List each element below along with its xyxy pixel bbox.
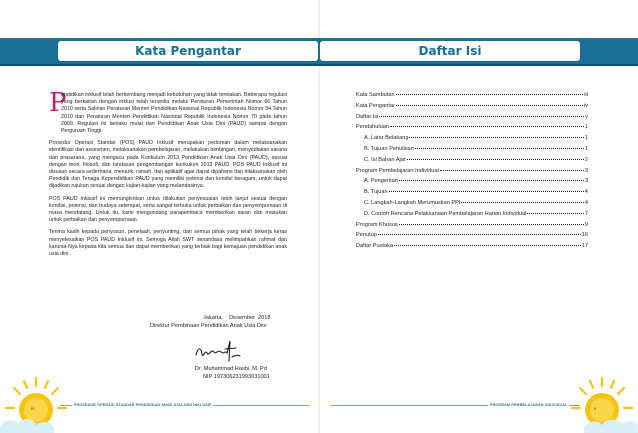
toc-page-number: 7: [584, 210, 588, 217]
toc-label: B. Tujuan Penulisan: [364, 145, 414, 152]
toc-leader-dots: [389, 191, 584, 192]
toc-row[interactable]: [356, 135, 588, 146]
header-band-shadow: [0, 64, 638, 66]
toc-row[interactable]: [356, 114, 588, 125]
toc-leader-dots: [394, 245, 581, 246]
toc-label: C. Langkah-Langkah Merumuskan PPI: [364, 199, 461, 206]
toc-label: B. Tujuan: [364, 189, 388, 196]
toc-row[interactable]: [356, 157, 588, 168]
toc-page-number: iv: [583, 102, 588, 109]
toc-leader-dots: [407, 159, 584, 160]
toc-page-number: 1: [584, 135, 588, 142]
handwritten-signature: [192, 335, 244, 365]
toc-label: A. Pengertian: [364, 178, 398, 185]
paragraph-2: Prosedur Operasi Standar (POS) PAUD Inklusif merupakan pedoman dalam melaksanakan identifikasi dan assesmen, melaksanakan pembelajaran, melakukan bimbingan, menyediakan sarana dan prasarana, yang mengacu pada Kurikulum 2013 Pendidikan Anak Usia Dini (PAUD), sesuai dengan teori, filosofi, dan landasan pengembangan kurikulum 2013 PAUD. POS PAUD Inklusif ini disusun secara sederhana, menarik, ramah, dan aplikatif agar dapat dipahami dan dilaksanakan oleh Pendidik dan Tenaga Kependidikan PAUD yang memiliki potensi dan kondisi beragam, untuk dapat dijadikan rujukan sesuai dengan kajian-kajian yang melandasinya.: [49, 140, 287, 190]
toc-row[interactable]: [356, 178, 588, 189]
signature-office: Direktur Pembinaan Pendidikan Anak Usia Dini: [150, 323, 267, 329]
toc-leader-dots: [390, 126, 584, 127]
toc-row[interactable]: [356, 103, 588, 114]
toc-page-number: 17: [581, 243, 588, 250]
toc-page-number: 1: [584, 145, 588, 152]
toc-page-number: 9: [584, 221, 588, 228]
page-number-right: v: [594, 406, 597, 411]
page-number-left: iv: [31, 406, 35, 411]
toc-label: Daftar Pustaka: [356, 243, 393, 250]
paragraph-1: endidikan inklusif telah berkembang menjadi kebutuhan yang tidak terelakan. Beberapa regulasi yang berkaitan dengan inklusi telah tersedia melalui Peraturan Pemerintah Nomor 66 Tahun 2010 serta Salinan Peraturan Menteri Pendidikan Nasional Republik Indonesia Nomor 34 Tahun 2010 dan Peraturan Menteri Pendidikan Nasional Republik Indonesia Nomor 70 pada tahun 2009. Regulasi ini berlaku mulai dari Pendidikan Anak Usia Dini (PAUD) sampai dengan Perguruan Tinggi.: [61, 92, 287, 135]
paragraph-3: POS PAUD Inklusif ini memungkinkan untuk dilakukan penyesuaian lebih lanjut sesuai dengan kondisi, potensi, dan budaya setempat, serta sangat terbuka untuk perbaikan dan penyempurnaan di masa mendatang. Untuk itu, kami mengundang parapembaca memberikan saran dan masukan untuk perbaikan dan penyempurnaan.: [49, 195, 287, 224]
toc-row[interactable]: [356, 211, 588, 222]
toc-label: C. Isi Bahan Ajar: [364, 156, 406, 163]
toc-leader-dots: [399, 180, 584, 181]
toc-page-number: 16: [581, 232, 588, 239]
first-paragraph: [49, 88, 287, 140]
toc-page-number: 4: [584, 189, 588, 196]
toc-leader-dots: [396, 94, 584, 95]
toc-row[interactable]: [356, 146, 588, 157]
toc-leader-dots: [440, 170, 584, 171]
toc-page-number: 3: [584, 178, 588, 185]
toc-row[interactable]: [356, 124, 588, 135]
toc-leader-dots: [396, 105, 583, 106]
toc-leader-dots: [399, 224, 584, 225]
daftar-isi-title: Daftar Isi: [320, 41, 580, 61]
signatory-name: Dr. Muhammad Hasbi, M. Pd: [195, 366, 267, 372]
toc-leader-dots: [409, 137, 583, 138]
toc-leader-dots: [461, 202, 583, 203]
signature-date: Jakarta, Desember 2018: [203, 315, 271, 321]
sun-cloud-icon-right: [566, 370, 638, 433]
toc-page-number: 3: [584, 167, 588, 174]
toc-label: Daftar Isi: [356, 113, 379, 120]
kata-pengantar-title: Kata Pengantar: [58, 41, 318, 61]
toc-row[interactable]: [356, 200, 588, 211]
toc-row[interactable]: [356, 232, 588, 243]
toc-row[interactable]: [356, 189, 588, 200]
toc-row[interactable]: [356, 222, 588, 233]
toc-label: Program Pembelajaran Individual: [356, 167, 439, 174]
toc-label: Program Khusus: [356, 221, 398, 228]
toc-page-number: v: [585, 113, 588, 120]
toc-leader-dots: [378, 234, 581, 235]
toc-leader-dots: [379, 116, 584, 117]
toc-row[interactable]: [356, 92, 588, 103]
table-of-contents: [356, 92, 588, 254]
toc-label: Pendahuluan: [356, 124, 389, 131]
toc-label: Kata Pengantar: [356, 102, 395, 109]
toc-row[interactable]: [356, 243, 588, 254]
toc-leader-dots: [415, 148, 584, 149]
toc-label: Kata Sambutan: [356, 92, 395, 98]
footer-text-left: PROSEDUR OPERASI STANDAR PENDIDIKAN ANAK USIA DINI INKLUSIF: [74, 403, 212, 407]
drop-cap: P: [49, 88, 67, 118]
toc-page-number: 4: [584, 199, 588, 206]
kata-pengantar-body: [49, 88, 287, 263]
sun-cloud-icon: [0, 370, 70, 433]
toc-label: Penutup: [356, 232, 377, 239]
toc-row[interactable]: [356, 168, 588, 179]
signatory-nip: NIP 197306231993031001: [203, 374, 270, 380]
toc-page-number: 1: [584, 124, 588, 131]
toc-leader-dots: [527, 213, 584, 214]
footer-text-right: PROGRAM PEMBELAJARAN INDIVIDUAL: [490, 403, 568, 407]
paragraph-4: Terima kasih kepada penyusun, penelaah, penyunting, dan semua pihak yang telah bekerja keras menyelesaikan POS PAUD Inklusif ini. Semoga Allah SWT senantiasa melimpahkan rahmat dan karunia-Nya kepada kita semua dan dapat memberikan yang terbaik bagi kemajuan pendidikan anak usia dini.: [49, 229, 287, 258]
toc-label: A. Latar Belakang: [364, 135, 409, 142]
toc-page-number: iii: [584, 92, 588, 98]
toc-page-number: 2: [584, 156, 588, 163]
toc-label: D. Contoh Rencana Pelaksanaan Pembelajaran Harian Individual: [364, 210, 527, 217]
